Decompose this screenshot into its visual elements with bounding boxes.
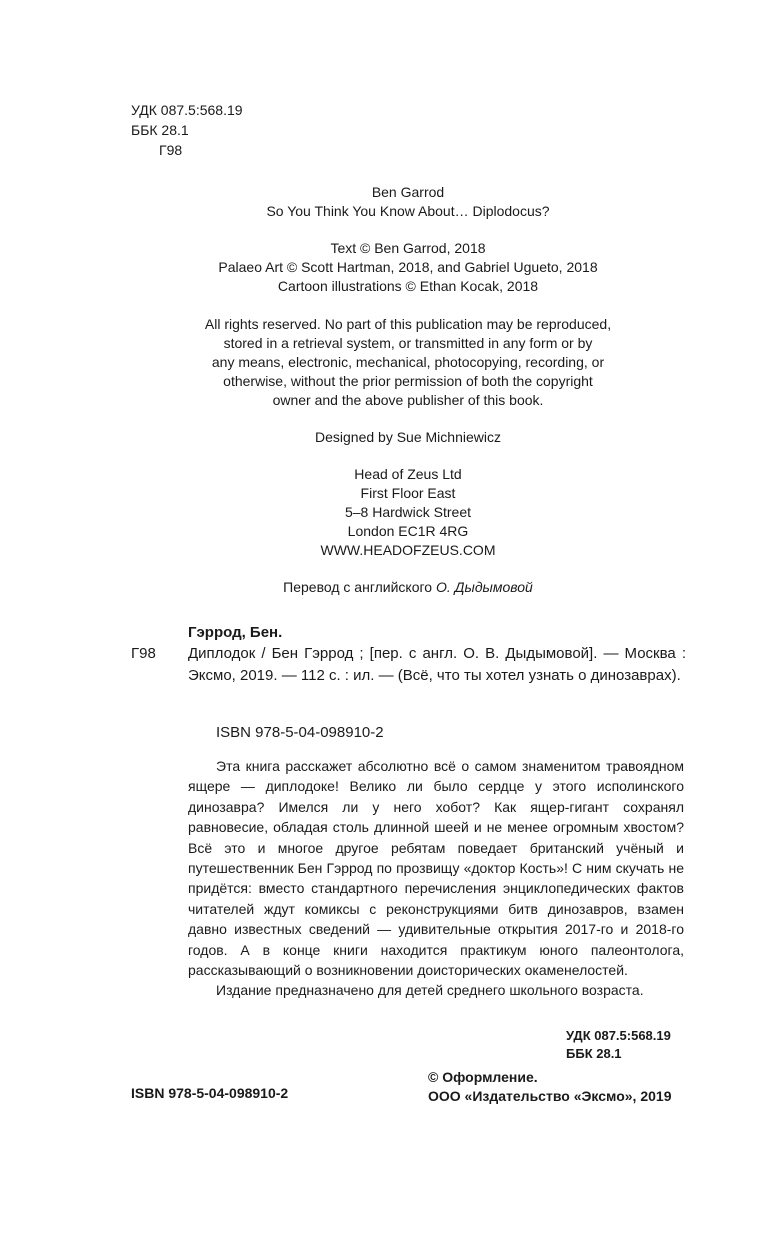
rights-line: otherwise, without the prior permission of both the copyright xyxy=(223,373,593,389)
translation-credit xyxy=(130,578,686,597)
original-title: So You Think You Know About… Diplodocus? xyxy=(266,203,550,219)
credits-block xyxy=(130,239,686,296)
rights-line: owner and the above publisher of this book. xyxy=(272,392,544,408)
copyright-line: © Оформление. xyxy=(428,1069,538,1085)
bib-author-mark: Г98 xyxy=(131,645,156,662)
credit-line: Palaeo Art © Scott Hartman, 2018, and Gabriel Ugueto, 2018 xyxy=(218,259,598,275)
original-title-block xyxy=(130,183,686,221)
rights-block xyxy=(130,315,686,410)
footer-isbn: ISBN 978-5-04-098910-2 xyxy=(131,1085,289,1101)
credit-line: Text © Ben Garrod, 2018 xyxy=(330,240,486,256)
publisher-address xyxy=(130,465,686,560)
bib-isbn: ISBN 978-5-04-098910-2 xyxy=(216,724,384,741)
footer-copyright xyxy=(428,1068,671,1106)
classification-block xyxy=(131,100,243,160)
rights-line: All rights reserved. No part of this publication may be reproduced, xyxy=(204,316,612,332)
address-line: Head of Zeus Ltd xyxy=(354,466,462,482)
footer-bbk: ББК 28.1 xyxy=(566,1046,622,1061)
address-line: 5–8 Hardwick Street xyxy=(344,504,472,520)
udk-code: УДК 087.5:568.19 xyxy=(131,102,243,118)
designer-credit: Designed by Sue Michniewicz xyxy=(315,429,501,445)
author-mark: Г98 xyxy=(159,142,183,158)
bbk-code: ББК 28.1 xyxy=(131,122,189,138)
bib-description: Диплодок / Бен Гэррод ; [пер. с англ. О. В. Дыдымовой]. — Москва : Эксмо, 2019. — 112 с. : ил. — (Всё, что ты хотел узнать о динозаврах). xyxy=(188,645,686,684)
publisher-website: WWW.HEADOFZEUS.COM xyxy=(320,542,496,558)
credit-line: Cartoon illustrations © Ethan Kocak, 2018 xyxy=(277,278,539,294)
footer-udk: УДК 087.5:568.19 xyxy=(566,1028,671,1043)
rights-line: any means, electronic, mechanical, photocopying, recording, or xyxy=(211,354,605,370)
address-line: First Floor East xyxy=(360,485,456,501)
annotation-paragraph: Издание предназначено для детей среднего школьного возраста. xyxy=(216,982,644,999)
translation-prefix: Перевод с английского xyxy=(283,579,433,595)
translator-name: О. Дыдымовой xyxy=(435,579,533,595)
copyright-line: ООО «Издательство «Эксмо», 2019 xyxy=(428,1088,672,1104)
original-author: Ben Garrod xyxy=(371,184,445,200)
bib-author-heading: Гэррод, Бен. xyxy=(188,624,283,641)
address-line: London EC1R 4RG xyxy=(347,523,469,539)
footer-classification xyxy=(566,1027,671,1063)
annotation xyxy=(188,756,684,1001)
annotation-paragraph: Эта книга расскажет абсолютно всё о самом знаменитом травоядном ящере — диплодоке! Велико ли было сердце у этого исполинского динозавра? Имелся ли у него хобот? Как ящер-гигант сохранял равновесие, обладая столь длинной шеей и не менее огромным хвостом? Всё это и многое другое ребятам поведает британский учёный и путешественник Бен Гэррод по прозвищу «доктор Кость»! С ним скучать не придётся: вместо стандартного перечисления энциклопедических фактов читателей ждут комиксы с реконструкциями битв динозавров, взамен давно известных сведений — удивительные открытия 2017-го и 2018-го годов. А в конце книги находится практикум юного палеонтолога, рассказывающий о возникновении доисторических окаменелостей. xyxy=(188,758,684,979)
rights-line: stored in a retrieval system, or transmitted in any form or by xyxy=(223,335,593,351)
